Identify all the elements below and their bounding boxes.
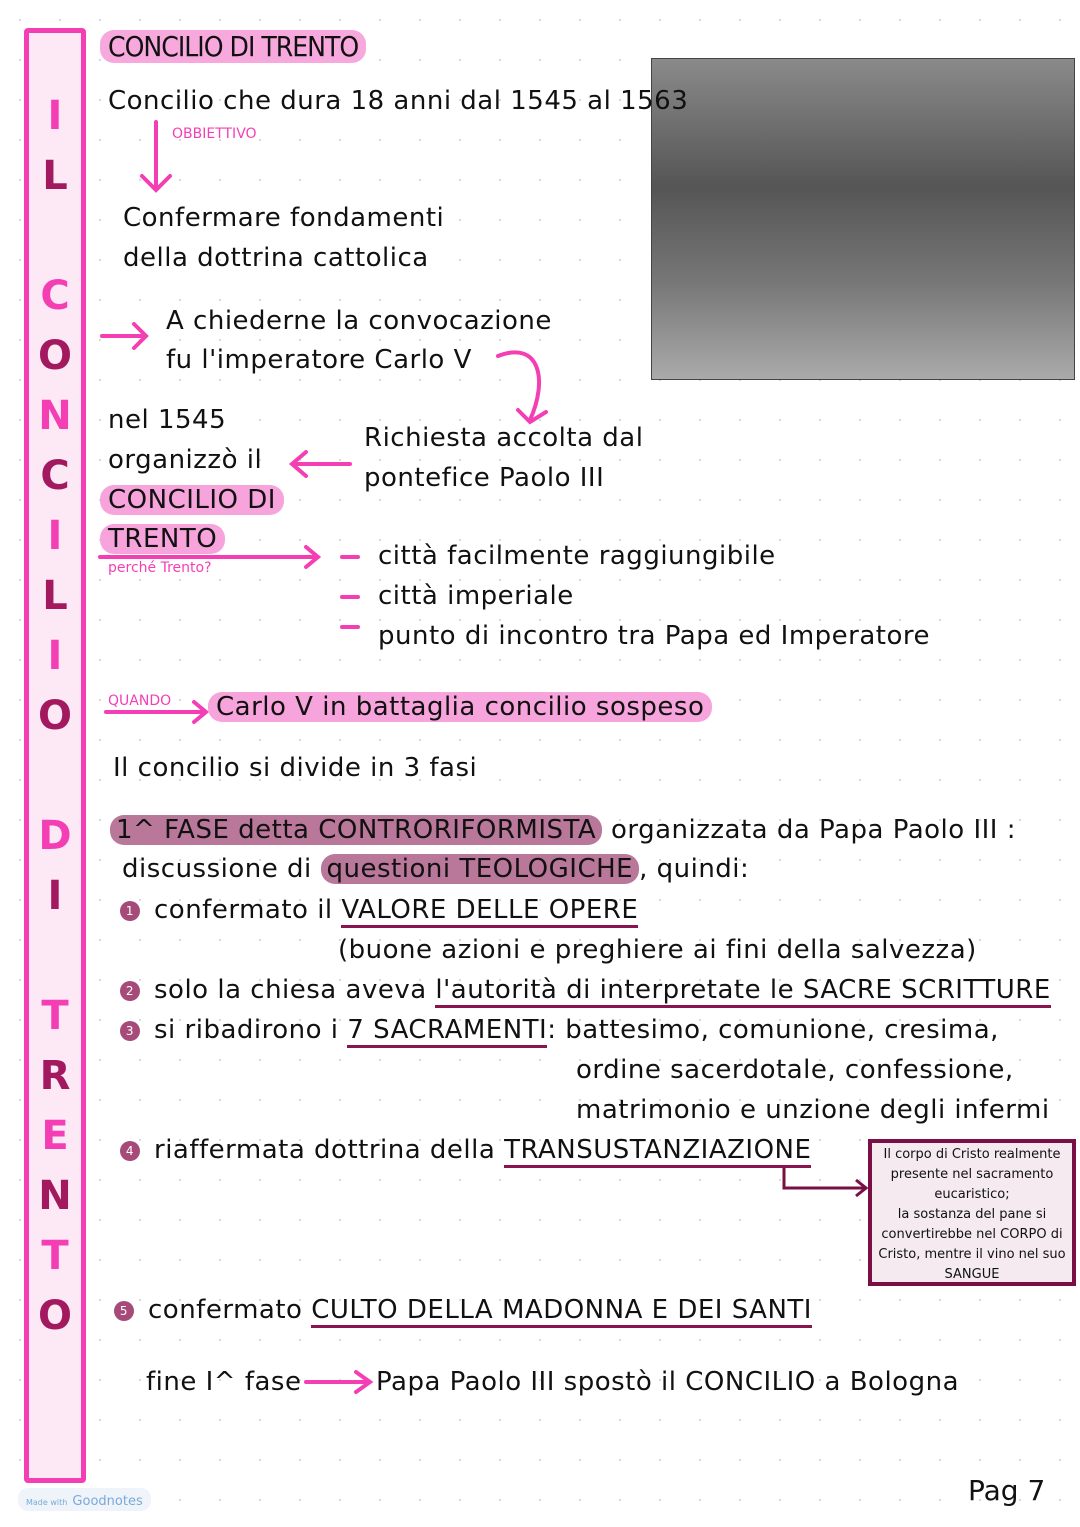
fasi-text: Il concilio si divide in 3 fasi (113, 753, 478, 783)
perche-label: perché Trento? (108, 560, 212, 576)
obiettivo-line-1: Confermare fondamenti (123, 203, 445, 233)
dash-icon (342, 557, 358, 627)
vertical-title-letter: C (40, 273, 70, 319)
convocazione-line-1: A chiederne la convocazione (166, 306, 552, 336)
note-line: la sostanza del pane si (897, 1207, 1047, 1222)
note-line: presente nel sacramento (890, 1167, 1054, 1182)
vertical-title-letter: O (37, 693, 72, 739)
note-line: SANGUE (944, 1267, 1000, 1282)
intro-text: Concilio che dura 18 anni dal 1545 al 1563 (108, 86, 689, 116)
point-5: 5 confermato CULTO DELLA MADONNA E DEI SANTI (114, 1295, 812, 1325)
vertical-title-letter: N (38, 393, 72, 439)
transustanziazione-note-box (868, 1139, 1076, 1286)
vertical-title-letter: O (37, 1293, 72, 1339)
point-1: 1 confermato il VALORE DELLE OPERE (120, 895, 638, 925)
note-line: Cristo, mentre il vino nel suo (878, 1247, 1066, 1262)
obiettivo-line-2: della dottrina cattolica (123, 243, 429, 273)
vertical-title-letter: D (38, 813, 72, 859)
opere-note: (buone azioni e preghiere ai fini della salvezza) (338, 935, 977, 965)
vertical-title-letter: N (38, 1173, 72, 1219)
quando-text: Carlo V in battaglia concilio sospeso (208, 692, 712, 722)
vertical-title-letter: C (40, 453, 70, 499)
curved-arrow-icon (498, 352, 546, 422)
arrow-down-icon (142, 122, 170, 190)
goodnotes-watermark: Made with Goodnotes (18, 1488, 151, 1511)
vertical-title-letter: T (41, 1233, 69, 1279)
vertical-title-letter: T (41, 993, 69, 1039)
vertical-title-letter: O (37, 333, 72, 379)
point-3: 3 si ribadirono i 7 SACRAMENTI: battesimo, comunione, cresima, (120, 1015, 999, 1045)
discussione-line: discussione di questioni TEOLOGICHE , quindi: (122, 854, 750, 884)
connector-arrow-icon (784, 1168, 866, 1196)
point-4: 4 riaffermata dottrina della TRANSUSTANZIAZIONE (120, 1135, 811, 1165)
obiettivo-label: OBBIETTIVO (172, 126, 257, 142)
sacramenti-line-2: ordine sacerdotale, confessione, (576, 1055, 1014, 1085)
concilio-highlight: CONCILIO DI (100, 485, 284, 515)
arrow-right-icon (102, 324, 146, 348)
trento-highlight: TRENTO (100, 524, 225, 554)
page-number: Pag 7 (968, 1474, 1046, 1507)
fine-fase-text: Papa Paolo III spostò il CONCILIO a Bologna (376, 1367, 960, 1397)
note-line: Il corpo di Cristo realmente (883, 1147, 1061, 1162)
sacramenti-line-3: matrimonio e unzione degli infermi (576, 1095, 1050, 1125)
vertical-title-letter: I (47, 633, 63, 679)
vertical-title-letter: I (47, 513, 63, 559)
quando-label: QUANDO (108, 693, 172, 709)
arrow-left-icon (292, 452, 350, 476)
vertical-title-letter: I (47, 873, 63, 919)
richiesta-line-1: Richiesta accolta dal (364, 423, 644, 453)
vertical-title-letter: R (39, 1053, 71, 1099)
fase1-line: 1^ FASE detta CONTRORIFORMISTA organizzata da Papa Paolo III : (110, 815, 1016, 845)
note-line: convertirebbe nel CORPO di (881, 1227, 1063, 1242)
richiesta-line-2: pontefice Paolo III (364, 463, 605, 493)
vertical-title-letter: E (41, 1113, 69, 1159)
note-line: eucaristico; (934, 1187, 1010, 1202)
reason-2: città imperiale (378, 581, 574, 611)
point-2: 2 solo la chiesa aveva l'autorità di interpretate le SACRE SCRITTURE (120, 975, 1051, 1005)
page-header: CONCILIO DI TRENTO (100, 30, 366, 63)
organizzo-line-1: nel 1545 (108, 405, 227, 435)
arrow-right-icon (306, 1372, 370, 1392)
organizzo-line-2: organizzò il (108, 445, 263, 475)
convocazione-line-2: fu l'imperatore Carlo V (166, 345, 472, 375)
fine-fase-label: fine I^ fase (146, 1367, 302, 1397)
reason-1: città facilmente raggiungibile (378, 541, 776, 571)
vertical-title-letter: L (42, 153, 68, 199)
vertical-title-letter: L (42, 573, 68, 619)
vertical-title-letter: I (47, 93, 63, 139)
reason-3: punto di incontro tra Papa ed Imperatore (378, 621, 931, 651)
